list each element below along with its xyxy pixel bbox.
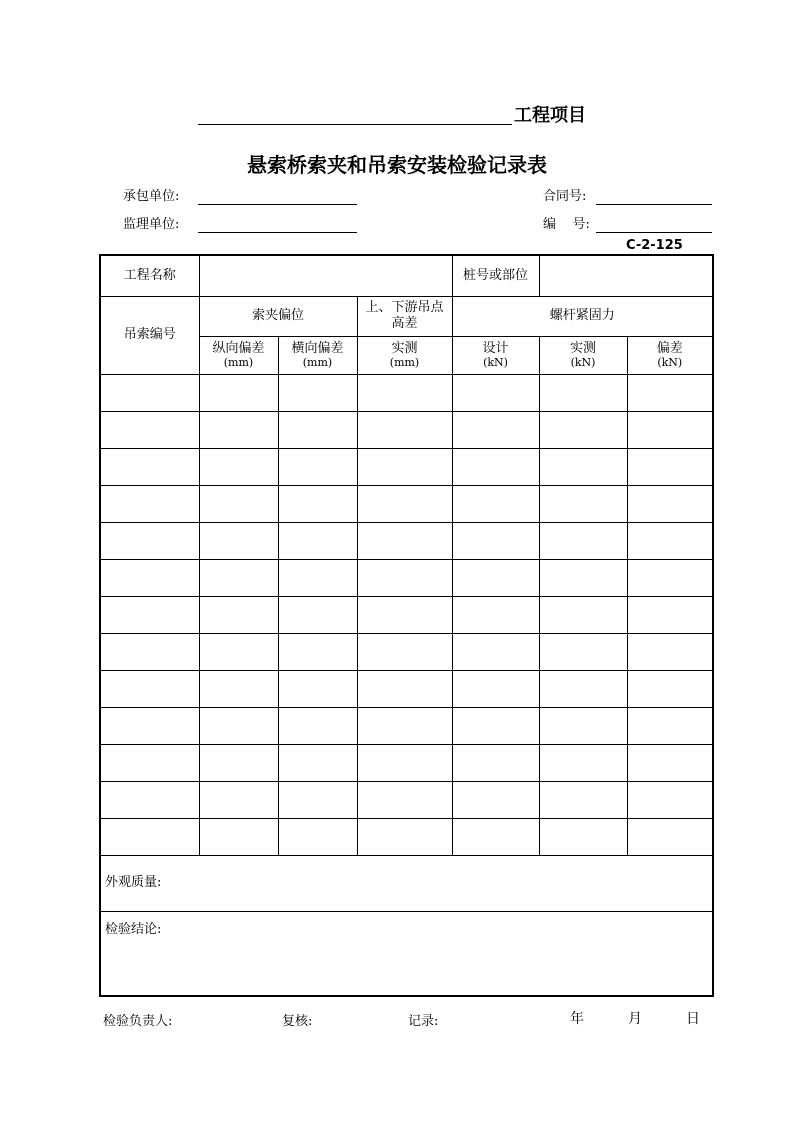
data-cell[interactable] (199, 522, 278, 559)
table-row (100, 374, 713, 411)
col-deviation-label: 偏差 (656, 340, 683, 356)
data-cell[interactable] (278, 670, 357, 707)
data-cell[interactable] (278, 485, 357, 522)
data-cell[interactable] (539, 374, 627, 411)
table-row (100, 448, 713, 485)
data-cell[interactable] (278, 707, 357, 744)
data-cell[interactable] (539, 485, 627, 522)
data-cell[interactable] (539, 522, 627, 559)
data-cell[interactable] (627, 670, 713, 707)
data-cell[interactable] (100, 633, 199, 670)
data-cell[interactable] (278, 522, 357, 559)
data-cell[interactable] (100, 818, 199, 855)
data-cell[interactable] (199, 374, 278, 411)
contract-no-field[interactable] (596, 204, 712, 205)
data-cell[interactable] (539, 818, 627, 855)
data-cell[interactable] (199, 744, 278, 781)
col-trans-dev-label: 横向偏差 (291, 340, 344, 356)
appearance-cell[interactable] (100, 855, 713, 911)
number-label: 编 号: (543, 217, 590, 232)
data-cell[interactable] (357, 374, 452, 411)
appearance-label: 外观质量: (105, 875, 162, 891)
station-label: 桩号或部位 (452, 255, 539, 296)
data-cell[interactable] (539, 411, 627, 448)
contractor-field[interactable] (198, 204, 357, 205)
number-field[interactable] (596, 232, 712, 233)
year-label: 年 (570, 1011, 584, 1027)
data-cell[interactable] (357, 485, 452, 522)
day-label: 日 (686, 1011, 700, 1027)
data-cell[interactable] (100, 596, 199, 633)
data-cell[interactable] (452, 633, 539, 670)
data-cell[interactable] (278, 596, 357, 633)
form-code: C-2-125 (626, 238, 683, 253)
data-cell[interactable] (100, 559, 199, 596)
col-long-dev (199, 336, 278, 374)
data-cell[interactable] (452, 559, 539, 596)
contract-no-label: 合同号: (543, 189, 587, 204)
col-deviation (627, 336, 713, 374)
data-cell[interactable] (452, 596, 539, 633)
col-long-dev-label: 纵向偏差 (212, 340, 265, 356)
data-cell[interactable] (199, 411, 278, 448)
data-cell[interactable] (357, 670, 452, 707)
data-cell[interactable] (627, 633, 713, 670)
data-cell[interactable] (199, 485, 278, 522)
data-cell[interactable] (452, 707, 539, 744)
data-cell[interactable] (539, 448, 627, 485)
contractor-label: 承包单位: (123, 189, 180, 204)
unit-mm: (mm) (302, 356, 333, 370)
data-cell[interactable] (357, 707, 452, 744)
unit-kn: (kN) (483, 356, 508, 370)
table-row (100, 781, 713, 818)
data-cell[interactable] (627, 744, 713, 781)
data-cell[interactable] (627, 374, 713, 411)
data-cell[interactable] (627, 522, 713, 559)
data-rows (100, 374, 713, 855)
data-cell[interactable] (278, 559, 357, 596)
data-cell[interactable] (357, 781, 452, 818)
project-suffix: 工程项目 (514, 105, 586, 126)
clamp-offset-label: 索夹偏位 (199, 296, 357, 336)
table-row (100, 818, 713, 855)
col-measured-label: 实测 (391, 340, 418, 356)
data-cell[interactable] (452, 744, 539, 781)
data-cell[interactable] (357, 559, 452, 596)
data-cell[interactable] (627, 707, 713, 744)
supervisor-label: 监理单位: (123, 217, 180, 232)
data-cell[interactable] (199, 781, 278, 818)
data-cell[interactable] (452, 448, 539, 485)
data-cell[interactable] (539, 781, 627, 818)
data-cell[interactable] (100, 707, 199, 744)
data-cell[interactable] (278, 448, 357, 485)
data-cell[interactable] (199, 448, 278, 485)
data-cell[interactable] (357, 448, 452, 485)
data-cell[interactable] (627, 781, 713, 818)
col-design-label: 设计 (482, 340, 509, 356)
data-cell[interactable] (357, 744, 452, 781)
data-cell[interactable] (539, 559, 627, 596)
data-cell[interactable] (199, 559, 278, 596)
data-cell[interactable] (627, 485, 713, 522)
table-row (100, 670, 713, 707)
data-cell[interactable] (100, 411, 199, 448)
elevation-diff-label (357, 296, 452, 336)
month-label: 月 (628, 1011, 642, 1027)
data-cell[interactable] (278, 818, 357, 855)
data-cell[interactable] (199, 596, 278, 633)
data-cell[interactable] (452, 818, 539, 855)
col-design (452, 336, 539, 374)
data-cell[interactable] (539, 707, 627, 744)
table-row (100, 411, 713, 448)
project-name-input[interactable] (199, 255, 452, 296)
data-cell[interactable] (627, 411, 713, 448)
data-cell[interactable] (100, 448, 199, 485)
data-cell[interactable] (539, 633, 627, 670)
data-cell[interactable] (278, 744, 357, 781)
data-cell[interactable] (100, 670, 199, 707)
data-cell[interactable] (199, 633, 278, 670)
data-cell[interactable] (357, 633, 452, 670)
elevation-diff-line1: 上、下游吊点 (365, 300, 444, 316)
data-cell[interactable] (357, 818, 452, 855)
data-cell[interactable] (278, 633, 357, 670)
table-row (100, 596, 713, 633)
conclusion-label: 检验结论: (105, 921, 162, 937)
data-cell[interactable] (199, 707, 278, 744)
data-cell[interactable] (100, 522, 199, 559)
data-cell[interactable] (627, 818, 713, 855)
data-cell[interactable] (199, 670, 278, 707)
elevation-diff-line2: 高差 (391, 316, 418, 331)
data-cell[interactable] (452, 522, 539, 559)
table-row (100, 485, 713, 522)
data-cell[interactable] (452, 374, 539, 411)
table-row (100, 559, 713, 596)
data-cell[interactable] (452, 781, 539, 818)
page-title: 悬索桥索夹和吊索安装检验记录表 (247, 153, 547, 177)
data-cell[interactable] (357, 596, 452, 633)
data-cell[interactable] (539, 596, 627, 633)
data-cell[interactable] (539, 744, 627, 781)
data-cell[interactable] (278, 411, 357, 448)
hanger-no-label: 吊索编号 (100, 296, 199, 374)
supervisor-field[interactable] (198, 232, 357, 233)
col-measured (357, 336, 452, 374)
data-cell[interactable] (100, 744, 199, 781)
data-cell[interactable] (452, 411, 539, 448)
data-cell[interactable] (539, 670, 627, 707)
data-cell[interactable] (357, 411, 452, 448)
data-cell[interactable] (100, 374, 199, 411)
col-measured2 (539, 336, 627, 374)
data-cell[interactable] (627, 559, 713, 596)
reviewer-label: 复核: (282, 1014, 313, 1029)
data-cell[interactable] (452, 485, 539, 522)
table-row (100, 633, 713, 670)
bolt-force-label: 螺杆紧固力 (452, 296, 713, 336)
project-name-label: 工程名称 (100, 255, 199, 296)
unit-mm: (mm) (223, 356, 254, 370)
unit-kn: (kN) (657, 356, 683, 370)
station-input[interactable] (539, 255, 713, 296)
inspection-table (99, 254, 714, 997)
recorder-label: 记录: (408, 1014, 439, 1029)
data-cell[interactable] (199, 818, 278, 855)
project-name-underline[interactable] (198, 124, 512, 125)
col-trans-dev (278, 336, 357, 374)
table-row (100, 707, 713, 744)
data-cell[interactable] (100, 781, 199, 818)
data-cell[interactable] (627, 596, 713, 633)
data-cell[interactable] (100, 485, 199, 522)
data-cell[interactable] (627, 448, 713, 485)
col-measured2-label: 实测 (570, 340, 597, 356)
data-cell[interactable] (357, 522, 452, 559)
inspector-label: 检验负责人: (103, 1014, 173, 1029)
unit-kn: (kN) (570, 356, 596, 370)
conclusion-cell[interactable] (100, 911, 713, 996)
table-row (100, 744, 713, 781)
data-cell[interactable] (278, 374, 357, 411)
data-cell[interactable] (278, 781, 357, 818)
table-row (100, 522, 713, 559)
data-cell[interactable] (452, 670, 539, 707)
unit-mm: (mm) (389, 356, 420, 370)
